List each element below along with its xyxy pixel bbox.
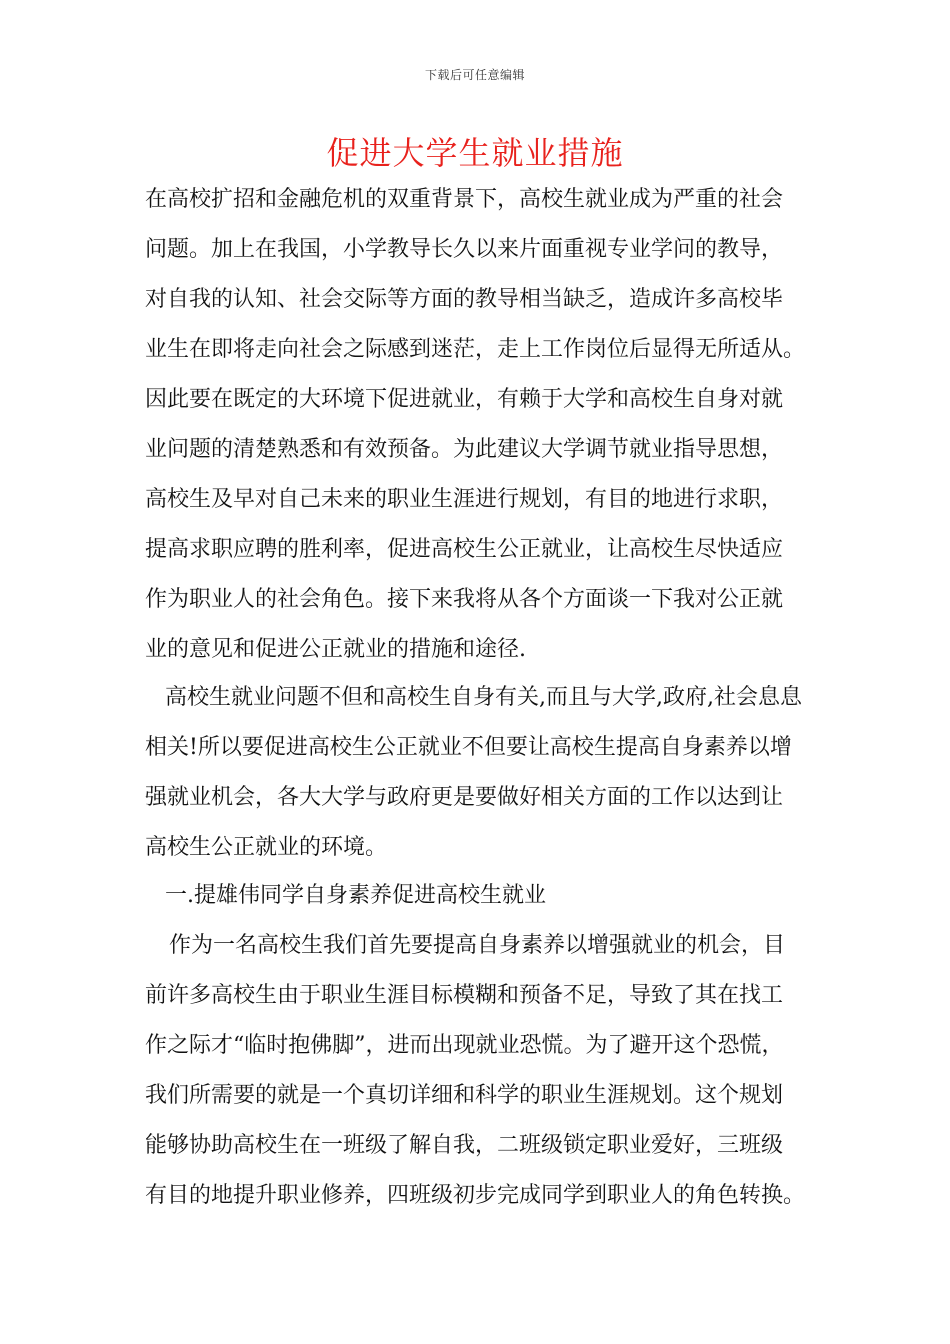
- paragraph-line: 业问题的清楚熟悉和有效预备。为此建议大学调节就业指导思想，: [145, 437, 784, 462]
- paragraph-line: 能够协助高校生在一班级了解自我，二班级锁定职业爱好，三班级: [145, 1133, 784, 1158]
- paragraph-line: 高校生及早对自己未来的职业生涯进行规划，有目的地进行求职，: [145, 487, 784, 512]
- paragraph-line: 在高校扩招和金融危机的双重背景下，高校生就业成为严重的社会: [145, 187, 784, 212]
- paragraph-line: 因此要在既定的大环境下促进就业，有赖于大学和高校生自身对就: [145, 387, 784, 412]
- paragraph-line: 我们所需要的就是一个真切详细和科学的职业生涯规划。这个规划: [145, 1083, 784, 1108]
- paragraph-line: 前许多高校生由于职业生涯目标模糊和预备不足，导致了其在找工: [145, 983, 784, 1008]
- paragraph-line: 对自我的认知、社会交际等方面的教导相当缺乏，造成许多高校毕: [145, 287, 784, 312]
- section-heading: [145, 871, 815, 921]
- paragraph-line: 业生在即将走向社会之际感到迷茫，走上工作岗位后显得无所适从。: [145, 337, 806, 362]
- paragraph-line: 强就业机会，各大大学与政府更是要做好相关方面的工作以达到让: [145, 785, 784, 810]
- header-note: 下载后可任意编辑: [424, 68, 525, 82]
- paragraph-line: 问题。加上在我国，小学教导长久以来片面重视专业学问的教导，: [145, 237, 784, 262]
- paragraph-3: [145, 921, 815, 1221]
- paragraph-line: 高校生就业问题不但和高校生自身有关,而且与大学,政府,社会息息: [165, 685, 802, 710]
- paragraph-line: 业的意见和促进公正就业的措施和途径.: [145, 637, 526, 662]
- document-title: 促进大学生就业措施: [326, 134, 624, 172]
- paragraph-line: 提高求职应聘的胜利率，促进高校生公正就业，让高校生尽快适应: [145, 537, 784, 562]
- paragraph-line: 相关!所以要促进高校生公正就业不但要让高校生提高自身素养以增: [145, 735, 792, 760]
- paragraph-line: 作为职业人的社会角色。接下来我将从各个方面谈一下我对公正就: [145, 587, 784, 612]
- section-heading-text: 一.提雄伟同学自身素养促进高校生就业: [165, 883, 546, 908]
- paragraph-1: [145, 175, 815, 675]
- paragraph-line: 高校生公正就业的环境。: [145, 835, 388, 860]
- paragraph-2: [145, 673, 815, 873]
- paragraph-line: 作为一名高校生我们首先要提高自身素养以增强就业的机会，目: [169, 933, 786, 958]
- paragraph-line: 作之际才“临时抱佛脚”，进而出现就业恐慌。为了避开这个恐慌，: [145, 1033, 784, 1058]
- paragraph-line: 有目的地提升职业修养，四班级初步完成同学到职业人的角色转换。: [145, 1183, 806, 1208]
